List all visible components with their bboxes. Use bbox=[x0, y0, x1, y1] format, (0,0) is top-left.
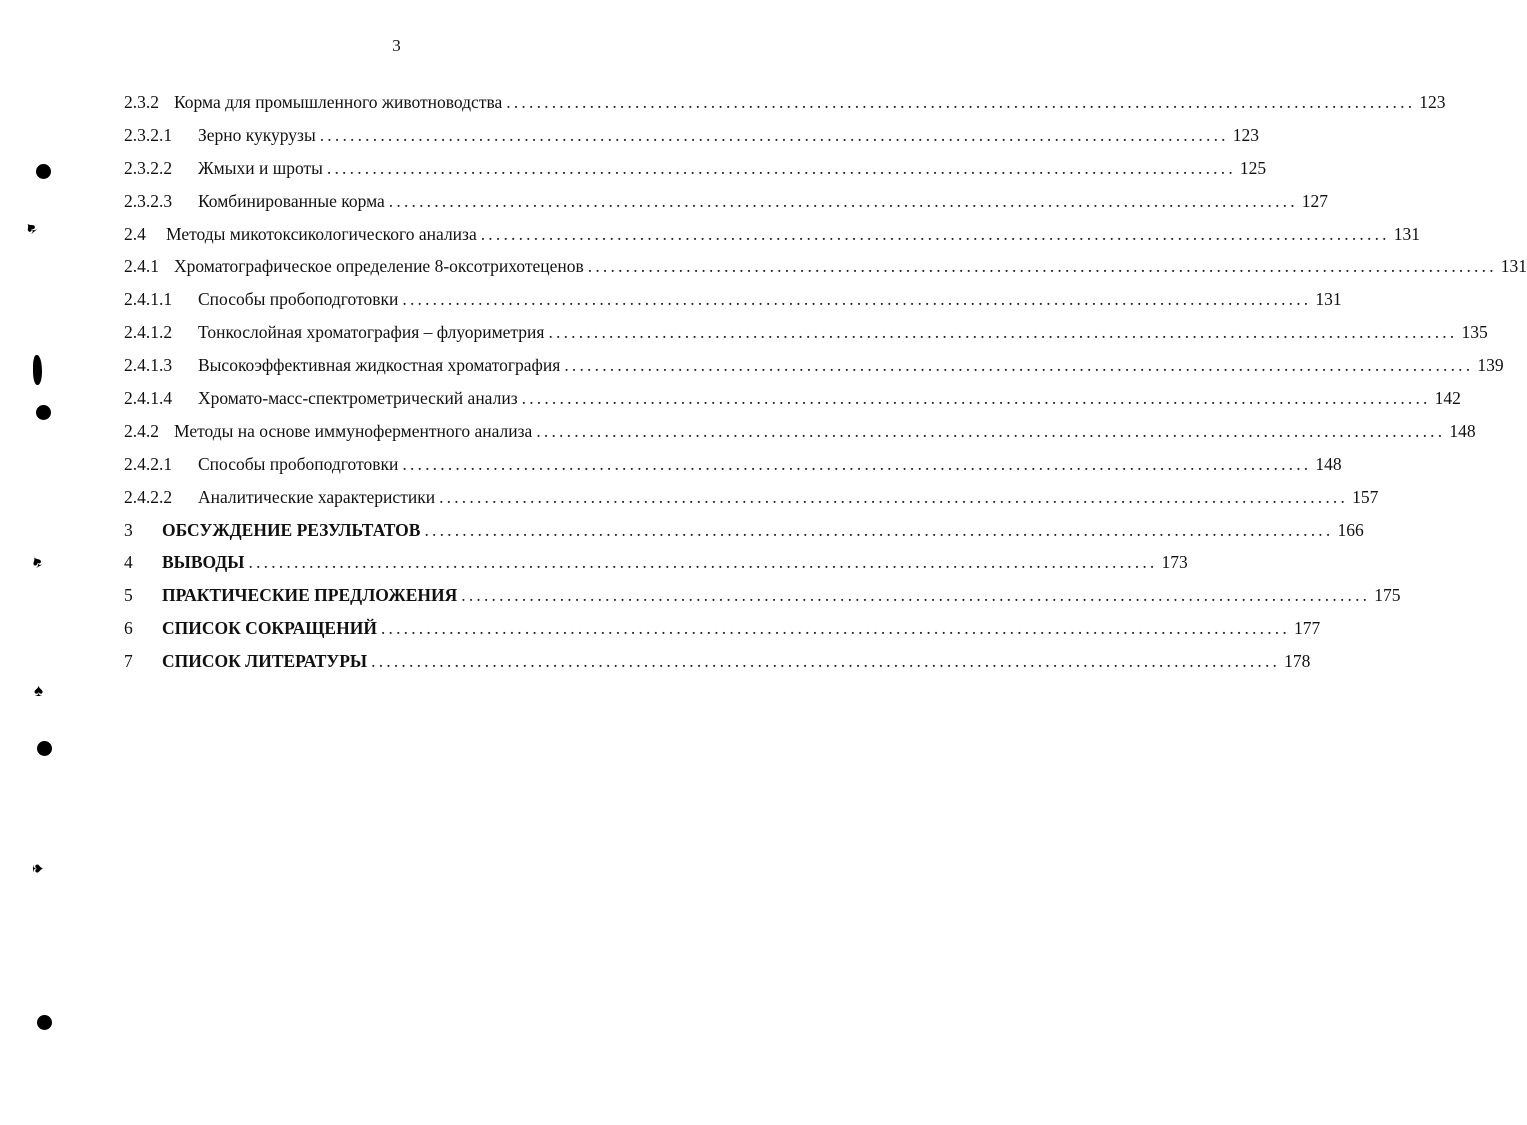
toc-entry-page: 178 bbox=[1284, 651, 1311, 672]
toc-entry-number: 5 bbox=[124, 585, 133, 606]
toc-leader-dots: ........................................................................................................................ bbox=[521, 388, 1431, 409]
toc-entry bbox=[124, 355, 1504, 388]
toc-leader-dots: ........................................................................................................................ bbox=[380, 618, 1290, 639]
toc-leader-dots: ........................................................................................................................ bbox=[480, 223, 1390, 244]
toc-leader-dots: ........................................................................................................................ bbox=[564, 355, 1474, 376]
toc-entry-page: 131 bbox=[1315, 289, 1342, 310]
toc-entry bbox=[124, 486, 1379, 520]
toc-entry bbox=[124, 157, 1267, 191]
toc-entry-page: 125 bbox=[1239, 157, 1267, 178]
toc-entry-number: 4 bbox=[124, 552, 133, 573]
toc-entry bbox=[124, 585, 1401, 618]
toc-entry-number: 3 bbox=[124, 519, 133, 540]
binding-hole-dot bbox=[37, 1015, 52, 1030]
toc-entry-page: 131 bbox=[1393, 223, 1420, 244]
toc-entry bbox=[124, 289, 1342, 322]
toc-entry-number: 2.3.2.3 bbox=[124, 190, 173, 211]
toc-entry bbox=[124, 420, 1476, 454]
scan-mark-spade: ♠ bbox=[34, 681, 44, 700]
toc-leader-dots: ........................................................................................................................ bbox=[548, 322, 1458, 343]
toc-entry bbox=[124, 388, 1461, 421]
toc-entry bbox=[124, 223, 1420, 257]
binding-hole-dot bbox=[36, 405, 51, 420]
toc-leader-dots: ........................................................................................................................ bbox=[506, 92, 1416, 112]
scan-mark-spade: ♠ bbox=[27, 551, 46, 572]
toc-leader-dots: ........................................................................................................................ bbox=[439, 486, 1349, 507]
toc-entry-title: Аналитические характеристики bbox=[198, 486, 436, 507]
toc-entry-page: 142 bbox=[1434, 388, 1461, 409]
scan-mark-spade: ♠ bbox=[29, 863, 49, 874]
toc-entry-page: 166 bbox=[1337, 519, 1364, 540]
toc-entry-title: СПИСОК СОКРАЩЕНИЙ bbox=[162, 618, 377, 639]
binding-hole-dot bbox=[37, 741, 52, 756]
toc-entry-title: Способы пробоподготовки bbox=[198, 453, 399, 474]
toc-entry-title: Корма для промышленного животноводства bbox=[174, 92, 503, 112]
toc-entry-page: 131 bbox=[1500, 256, 1527, 277]
toc-entry-number: 2.4.2.2 bbox=[124, 486, 173, 507]
toc-entry-title: Хромато-масс-спектрометрический анализ bbox=[198, 388, 518, 409]
toc-entry-number: 2.4.2 bbox=[124, 420, 159, 441]
toc-entry bbox=[124, 190, 1329, 224]
toc-entry-page: 139 bbox=[1477, 355, 1504, 376]
toc-entry-title: Методы микотоксикологического анализа bbox=[166, 223, 477, 244]
toc-entry-page: 123 bbox=[1419, 92, 1446, 112]
toc-entry bbox=[124, 322, 1488, 355]
toc-entry-number: 2.4.1.4 bbox=[124, 388, 173, 409]
toc-entry-number: 2.4.1 bbox=[124, 256, 159, 277]
toc-entry bbox=[124, 453, 1342, 487]
toc-entry-number: 2.3.2 bbox=[124, 92, 159, 112]
toc-entry bbox=[124, 519, 1364, 553]
scan-mark-blob bbox=[33, 355, 42, 385]
toc-entry bbox=[124, 92, 1446, 125]
toc-entry-page: 148 bbox=[1449, 420, 1476, 441]
toc-entry-page: 127 bbox=[1301, 190, 1329, 211]
toc-entry-number: 2.4 bbox=[124, 223, 146, 244]
toc-entry-number: 2.3.2.1 bbox=[124, 124, 173, 145]
toc-leader-dots: ........................................................................................................................ bbox=[248, 552, 1158, 573]
toc-entry-title: Жмыхи и шроты bbox=[198, 157, 323, 178]
toc-leader-dots: ........................................................................................................................ bbox=[536, 420, 1446, 441]
toc-entry-number: 2.4.1.2 bbox=[124, 322, 173, 343]
toc-leader-dots: ........................................................................................................................ bbox=[587, 256, 1497, 277]
toc-entry-title: Методы на основе иммуноферментного анализа bbox=[174, 420, 533, 441]
toc-entry-number: 2.3.2.2 bbox=[124, 157, 173, 178]
toc-entry bbox=[124, 256, 1527, 289]
toc-entry-page: 148 bbox=[1315, 453, 1342, 474]
toc-entry-title: Комбинированные корма bbox=[198, 190, 385, 211]
table-of-contents bbox=[124, 92, 1527, 684]
toc-entry-title: ПРАКТИЧЕСКИЕ ПРЕДЛОЖЕНИЯ bbox=[162, 585, 458, 606]
toc-leader-dots: ........................................................................................................................ bbox=[402, 453, 1312, 474]
toc-entry-number: 6 bbox=[124, 618, 133, 639]
toc-leader-dots: ........................................................................................................................ bbox=[371, 651, 1281, 672]
toc-entry bbox=[124, 651, 1311, 684]
toc-entry bbox=[124, 124, 1259, 158]
toc-entry-page: 177 bbox=[1293, 618, 1321, 639]
binding-hole-dot bbox=[36, 164, 51, 179]
toc-leader-dots: ........................................................................................................................ bbox=[402, 289, 1312, 310]
toc-entry-number: 7 bbox=[124, 651, 133, 672]
toc-entry-page: 157 bbox=[1352, 486, 1379, 507]
toc-entry-title: Хроматографическое определение 8-оксотрихотеценов bbox=[174, 256, 584, 277]
toc-entry-title: СПИСОК ЛИТЕРАТУРЫ bbox=[162, 651, 368, 672]
toc-entry-title: Зерно кукурузы bbox=[198, 124, 316, 145]
toc-leader-dots: ........................................................................................................................ bbox=[319, 124, 1229, 145]
toc-entry-number: 2.4.1.3 bbox=[124, 355, 173, 376]
toc-entry-title: Высокоэффективная жидкостная хроматография bbox=[198, 355, 561, 376]
toc-entry-page: 135 bbox=[1461, 322, 1488, 343]
toc-leader-dots: ........................................................................................................................ bbox=[424, 519, 1334, 540]
toc-entry-page: 173 bbox=[1161, 552, 1188, 573]
toc-leader-dots: ........................................................................................................................ bbox=[326, 157, 1236, 178]
toc-entry bbox=[124, 618, 1321, 651]
toc-entry-number: 2.4.2.1 bbox=[124, 453, 173, 474]
toc-entry-page: 123 bbox=[1232, 124, 1259, 145]
toc-entry-title: Тонкослойная хроматография – флуориметрия bbox=[198, 322, 545, 343]
toc-entry-title: Способы пробоподготовки bbox=[198, 289, 399, 310]
page-number: 3 bbox=[392, 36, 401, 55]
toc-leader-dots: ........................................................................................................................ bbox=[388, 190, 1298, 211]
toc-entry bbox=[124, 552, 1188, 585]
toc-leader-dots: ........................................................................................................................ bbox=[461, 585, 1371, 606]
toc-entry-title: ВЫВОДЫ bbox=[162, 552, 245, 573]
toc-entry-number: 2.4.1.1 bbox=[124, 289, 173, 310]
toc-entry-page: 175 bbox=[1374, 585, 1401, 606]
toc-entry-title: ОБСУЖДЕНИЕ РЕЗУЛЬТАТОВ bbox=[162, 519, 421, 540]
scan-mark-spade: ♠ bbox=[20, 217, 41, 238]
